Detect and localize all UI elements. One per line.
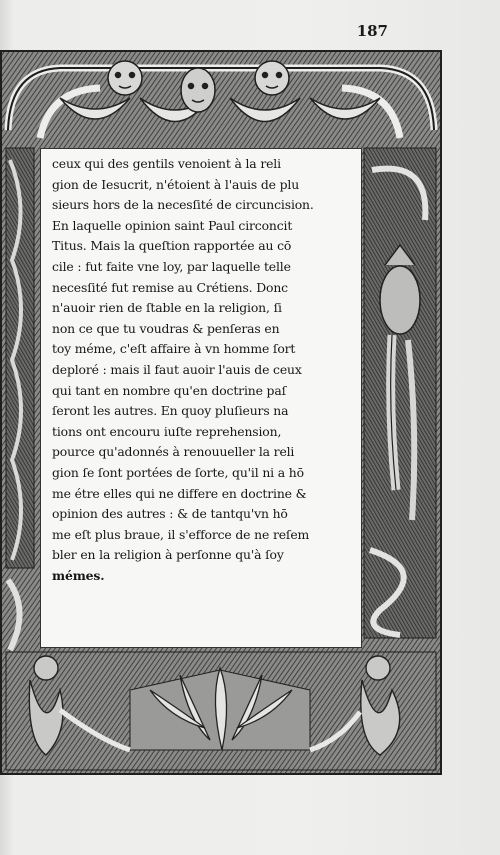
text-line: ceux qui des gentils venoient à la reli: [52, 156, 281, 171]
text-line: non ce que tu voudras & penſeras en: [52, 320, 280, 336]
text-line: pource qu'adonnés à renouueller la reli: [52, 444, 295, 460]
bottom-band-ornament: [6, 652, 436, 770]
text-line: En laquelle opinion saint Paul circoncit: [52, 217, 293, 233]
text-line: gion de Iesucrit, n'étoient à l'auis de plu: [52, 176, 300, 192]
text-line: bler en la religion à perſonne qu'à ſoy: [52, 547, 284, 563]
text-line: me eſt plus braue, il s'efforce de ne reſem: [52, 526, 310, 542]
text-line: opinion des autres : & de tantqu'vn hō: [52, 506, 288, 522]
text-line: necesſité fut remise au Crétiens. Donc: [52, 279, 288, 295]
text-line: n'auoir rien de ſtable en la religion, ſi: [52, 300, 282, 316]
text-line: ſeront les autres. En quoy pluſieurs na: [52, 403, 289, 419]
text-line: gion ſe ſont portées de ſorte, qu'il ni a hō: [52, 464, 304, 480]
right-column-ornament: [364, 148, 436, 638]
text-line: me étre elles qui ne differe en doctrine &: [52, 485, 307, 501]
text-line: deploré : mais il faut auoir l'auis de ceux: [52, 361, 302, 377]
text-line: tions ont encouru iuſte reprehension,: [52, 423, 282, 439]
text-line: qui tant en nombre qu'en doctrine paſ: [52, 382, 287, 398]
text-line: mémes.: [52, 567, 105, 583]
text-line: Titus. Mais la queſtion rapportée au cō: [52, 238, 292, 254]
text-line: cile : fut faite vne loy, par laquelle telle: [52, 258, 291, 274]
text-line: toy méme, c'eſt affaire à vn homme ſort: [52, 341, 296, 357]
body-text: [52, 154, 364, 586]
text-line: sieurs hors de la necesſité de circuncision.: [52, 197, 314, 213]
page-number: 187: [356, 22, 388, 40]
